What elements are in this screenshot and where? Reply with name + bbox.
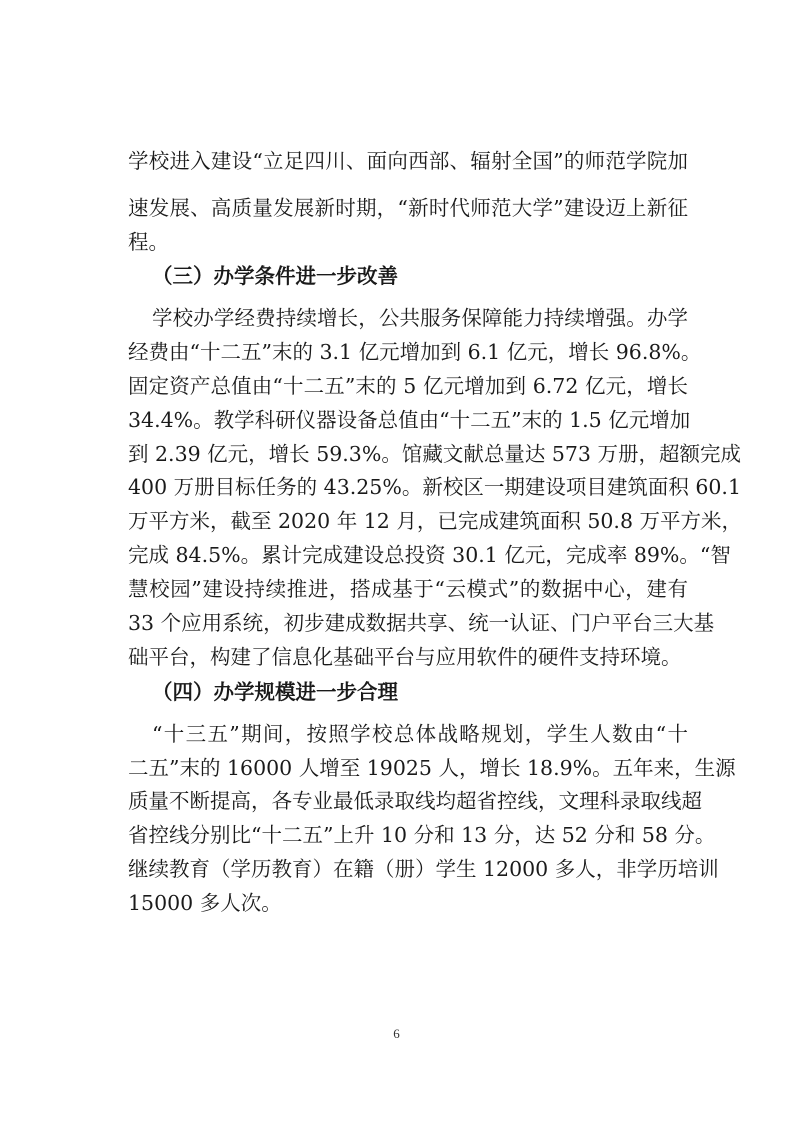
body-line: 慧校园”建设持续推进，搭成基于“云模式”的数据中心，建有 <box>128 577 688 601</box>
body-line: 33 个应用系统，初步建成数据共享、统一认证、门户平台三大基 <box>128 611 715 635</box>
body-line: 学校进入建设“立足四川、面向西部、辐射全国”的师范学院加 <box>128 149 688 173</box>
body-line: 万平方米，截至 2020 年 12 月，已完成建筑面积 50.8 万平方米， <box>128 509 742 533</box>
body-line: 省控线分别比“十二五”上升 10 分和 13 分，达 52 分和 58 分。 <box>128 823 716 847</box>
body-line: 到 2.39 亿元，增长 59.3%。馆藏文献总量达 573 万册，超额完成 <box>128 442 741 466</box>
page-number: 6 <box>393 1026 400 1041</box>
section-heading-4: （四）办学规模进一步合理 <box>152 680 398 704</box>
body-line: 经费由“十二五”末的 3.1 亿元增加到 6.1 亿元，增长 96.8%。 <box>128 340 702 364</box>
body-line: 15000 多人次。 <box>128 891 282 915</box>
body-line: “十三五”期间，按照学校总体战略规划，学生人数由“十 <box>152 722 688 746</box>
body-line: 程。 <box>128 230 169 254</box>
body-line: 完成 84.5%。累计完成建设总投资 30.1 亿元，完成率 89%。“智 <box>128 543 731 567</box>
body-line: 速发展、高质量发展新时期，“新时代师范大学”建设迈上新征 <box>128 196 688 220</box>
body-line: 固定资产总值由“十二五”末的 5 亿元增加到 6.72 亿元，增长 <box>128 374 688 398</box>
body-line: 34.4%。教学科研仪器设备总值由“十二五”末的 1.5 亿元增加 <box>128 408 691 432</box>
body-line: 继续教育（学历教育）在籍（册）学生 12000 多人，非学历培训 <box>128 857 719 881</box>
body-line: 质量不断提高，各专业最低录取线均超省控线，文理科录取线超 <box>128 789 702 813</box>
body-line: 学校办学经费持续增长，公共服务保障能力持续增强。办学 <box>152 306 688 330</box>
body-line: 二五”末的 16000 人增至 19025 人，增长 18.9%。五年来，生源 <box>128 756 736 780</box>
body-line: 础平台，构建了信息化基础平台与应用软件的硬件支持环境。 <box>128 645 682 669</box>
body-line: 400 万册目标任务的 43.25%。新校区一期建设项目建筑面积 60.1 <box>128 475 741 499</box>
section-heading-3: （三）办学条件进一步改善 <box>152 264 398 288</box>
